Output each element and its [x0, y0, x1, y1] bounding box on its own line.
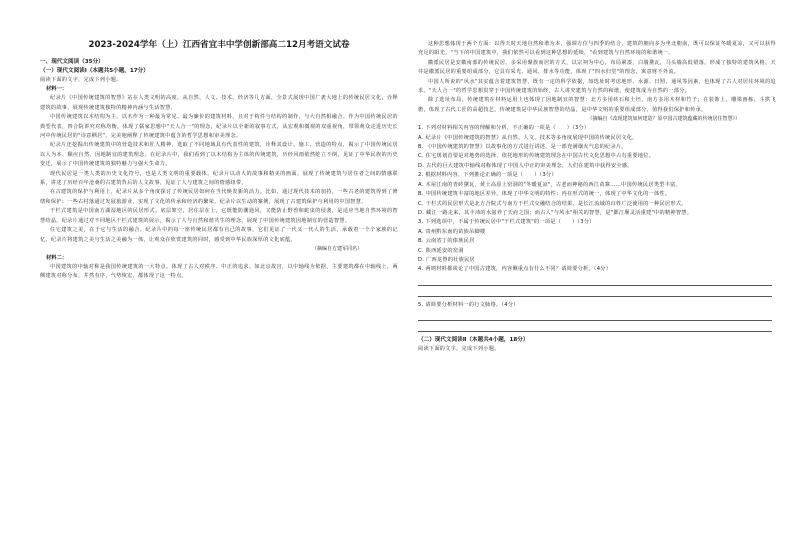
source-note: （摘编自方建军同名）: [311, 245, 362, 252]
option-a: A. 纪录片《中国传统建筑的智慧》从自然、人文、技术等多角度展现中国的传统民居文化。: [418, 134, 638, 141]
right-column: [418, 40, 776, 355]
option-b: B. 《中国传统建筑的智慧》以故事化的方式进行讲述，是一部充满烟火气息的纪录片。: [418, 144, 627, 151]
option-a: A. 贵州黔东南的苗族吊脚楼: [418, 228, 486, 235]
option-a: A. 木屋江南的青砖黛瓦，黄土高原上窑洞的"冬暖夏凉"，古老而神秘的西江苗寨……中国传统民居类型丰富。: [418, 181, 681, 188]
answer-line: [418, 286, 772, 297]
subsection-heading: （二）现代文阅读Ⅱ（本题共4小题，18分）: [418, 337, 529, 344]
option-b: B. 中国传统建筑丰富的地区差异，体现了中华文明的特性：内在形式的统一，体现了中华文化的一体性。: [418, 191, 671, 198]
exam-title: 2023-2024学年（上）江西省宜丰中学创新部高二12月考语文试卷: [88, 40, 350, 50]
reading-instruction: 阅读下面的文字，完成下列小题。: [40, 77, 122, 83]
passage-paragraph: 中国建筑的中轴对称是我国传统建筑的一大特点。体现了古人对秩序、中正的追求。如北京故宫，以中轴线为依据，主要建筑都在中轴线上，两侧建筑对称分布，井然有序，气势恢宏，都体现了这一特点。: [40, 263, 398, 280]
reading-instruction: 阅读下面的文字，完成下列小题。: [418, 346, 500, 353]
question-3: 3. 下列选项中，不属于传统民居中"干栏式建筑"的一项是（ ）（3分）: [418, 219, 595, 226]
option-d: D. 古代的巨大建筑中轴线对称体现了中国人中正的审美理念，人们在建筑中获得安全感。: [418, 162, 633, 169]
subsection-heading: （一）现代文阅读Ⅰ（本题共5小题，17分）: [40, 68, 149, 74]
option-c: C. 住宅规划首要是对地势的选择，依托地形的传统建筑理念在中国古代文化思想中占有重要地位。: [418, 153, 655, 160]
passage-paragraph: 这种思想体现于两个方面：以得天时天地自然和谐为本，强调方位与四季的结合，建筑的朝向多为坐北朝南，既可以保证冬暖夏凉，又可以获得充足的阳光。"当下的中国建筑中，我们依然可以看到这种思想的延续，"看到建筑与自然环境的和谐统一。: [418, 41, 776, 57]
option-d: D. 广西龙脊的壮族民居: [418, 256, 475, 263]
option-c: C. 干栏式的民居形式是北方合院式与南方干栏式交融结合的结果，是长江流域的百姓广泛使用的一种民居形式。: [418, 200, 687, 207]
passage-paragraph: 在古建筑的保护与利用上，纪录片从多个角度探讨了传统民居如何在当代焕发新的活力。比如，通过现代技术的加持，一些古老的建筑得到了修缮和保护；一些古村落通过发展旅游业，实现了文化的传承和经济的繁荣。纪录片以生动的案例，展现了古建筑保护与利用的中国智慧。: [40, 189, 398, 205]
answer-line: [418, 275, 772, 286]
section-heading: 一、现代文阅读（35分）: [40, 59, 104, 65]
passage-paragraph: 中国传统建筑以木结构为主，以木作为一种最为常见、最为廉价的建筑材料，且对于构件与结构的制作，与大自然相融合。作为中国传统民居的典型代表，四合院讲究对称均衡，体现了儒家思想中"天人合一"的理念，纪录片以全新的叙事方式，从宏观和微观的双重视角，带领观众走进历史长河中传统民居的"诗意栖居"，完美地阐释了传统建筑中蕴含的哲学思想和审美理念。: [40, 114, 398, 140]
material-heading: 材料二：: [46, 254, 68, 261]
passage-paragraph: 徽派民居是安徽南部的传统民居。多采用聚族而居的方式，以宗祠为中心，布局紧凑，白墙黛瓦，马头墙高低错落，形成了独特的建筑风格。天井是徽派民居的重要组成部分，它具有采光、通风、排水等功能，体现了"四水归堂"的理念，寓意财不外流。: [418, 59, 776, 76]
passage-paragraph: 纪录片还挖掘出传统建筑中的营造技术和匠人精神，选取了不同地域具有代表性的建筑，诠释其设计、施工、营造的特点，揭示了中国传统民居以人为本、顺应自然、因地制宜的建筑理念。在纪录片中，我们看到了以木结构为主体的传统建筑，历经风雨依然屹立不倒，见证了中华民族的历史变迁，展示了中国传统建筑的独特魅力与强大生命力。: [40, 142, 398, 168]
passage-paragraph: 干栏式建筑是中国南方湖湿地区的民居形式。底层架空，居住层在上，它既能防潮通风，又能防止野兽和蛇虫的侵袭，是适应当地自然环境的智慧结晶。纪录片通过对不同地区干栏式建筑的展示，揭示了人与自然和谐共生的理念，展现了中国传统建筑因地制宜的营造智慧。: [40, 208, 398, 224]
option-b: B. 云南省丁的傣族民居: [418, 238, 475, 245]
passage-paragraph: 中国人所说的"风水"其实蕴含着建筑智慧，既有一定的科学依据，如选址时考虑地形、水源、日照、通风等因素，也体现了古人对居住环境的追求。"天人合一"的哲学思想贯穿于中国传统建筑的始终，古人讲究建筑与自然的和谐，使建筑成为自然的一部分。: [418, 78, 776, 95]
passage-paragraph: 纪录片《中国传统建筑的智慧》站在人类文明的高度，从自然、人文、技术、经济等几方面，全景式展现中国广袤大地上的传统民居文化，诠释建筑的故事，展现传统建筑独特的精神内涵与生活智慧。: [40, 95, 398, 111]
option-d: D. 藏江一路走来，其丰沛的水滋养了天府之国；而古人"与风水"相关的智慧，是"都江堰灵活重建"中的精神智慧。: [418, 209, 693, 216]
answer-line: [418, 321, 772, 332]
question-5: 5. 请简要分析材料一的行文脉络。（4分）: [418, 301, 519, 308]
material-heading: 材料一：: [46, 86, 68, 93]
question-4: 4. 两则材料都谈论了中国古建筑，内容侧重点有什么不同？请简要分析。（4分）: [418, 266, 612, 273]
answer-line: [418, 310, 772, 321]
question-1: 1. 下列对材料相关内容的理解和分析，不正确的一项是（ ）（3分）: [418, 125, 590, 132]
passage-paragraph: 现代民居是一类人类的历史文化符号，也是人类文明的重要载体。纪录片以动人的故事和精美的画面，展现了传统建筑与居住者之间的情感联系，讲述了历经百年沧桑的古建筑背后的人文故事，见证了人与建筑之间的情感纽带。: [40, 170, 398, 187]
question-2: 2. 根据材料内容，下列推论正确的一项是（ ）（3分）: [418, 172, 557, 179]
source-note: （摘编自《改现建筑如何建造？原中国古建筑蕴藏的传统居住智慧》）: [587, 116, 740, 123]
option-c: C. 陕西延安的窑洞: [418, 247, 464, 254]
passage-paragraph: 除了选址布局，传统建筑在材料运用上也体现了因地制宜的智慧：北方多用砖石和土坯，南方多用木材和竹子；在装饰上，雕梁画栋、斗拱飞檐，体现了古代工匠的高超技艺。传统建筑是中华民族智慧的结晶，是中华文明的重要组成部分，值得我们保护和传承。: [418, 97, 776, 113]
passage-paragraph: 住宅建筑之美，在于它与生活的融合。纪录片中的每一座传统民居都有自己的故事，它们见证了一代又一代人的生活，承载着一个个家族的记忆。纪录片将建筑之美与生活之美融为一体，让观众在欣赏建筑的同时，感受到中华民族深厚的文化底蕴。: [40, 227, 398, 243]
left-column: [40, 38, 398, 282]
